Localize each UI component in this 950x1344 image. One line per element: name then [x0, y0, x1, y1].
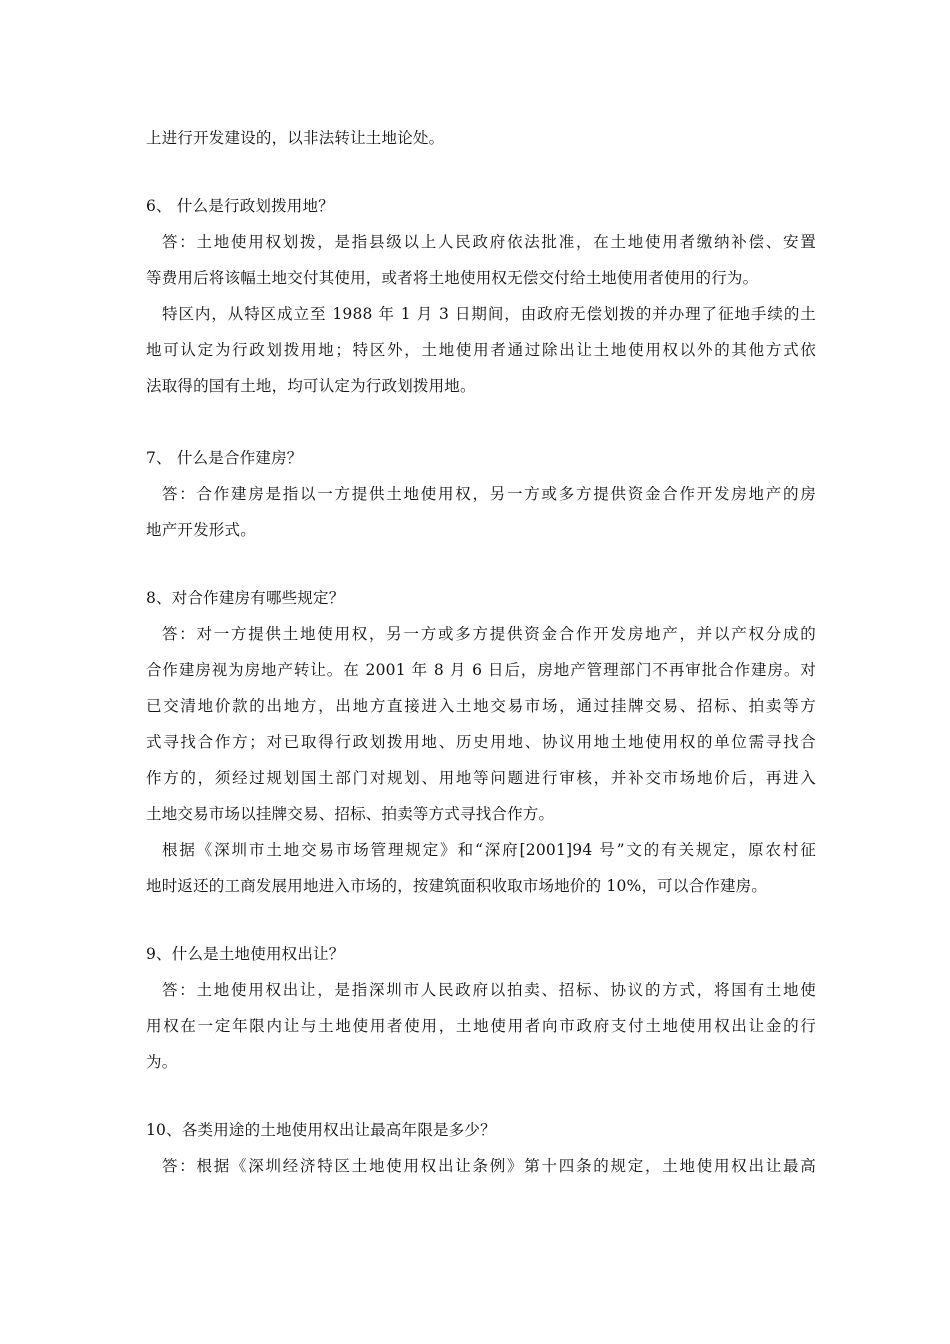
answer-9-line: 为。	[146, 1053, 178, 1071]
answer-8-line: 已交清地价款的出地方，出地方直接进入土地交易市场，通过挂牌交易、招标、拍卖等方	[146, 697, 816, 715]
answer-6-line: 答：土地使用权划拨，是指县级以上人民政府依法批准，在土地使用者缴纳补偿、安置	[162, 233, 816, 251]
answer-9-line: 答：土地使用权出让，是指深圳市人民政府以拍卖、招标、协议的方式，将国有土地使	[162, 981, 816, 999]
answer-8-line: 土地交易市场以挂牌交易、招标、拍卖等方式寻找合作方。	[146, 805, 555, 823]
question-7-heading: 7、 什么是合作建房？	[146, 449, 303, 467]
answer-6-line: 特区内，从特区成立至 1988 年 1 月 3 日期间，由政府无偿划拨的并办理了征地手续的土	[162, 305, 816, 323]
answer-7-line: 答：合作建房是指以一方提供土地使用权，另一方或多方提供资金合作开发房地产的房	[162, 485, 816, 503]
question-10-heading: 10、各类用途的土地使用权出让最高年限是多少？	[146, 1121, 496, 1139]
answer-8-line: 作方的，须经过规划国土部门对规划、用地等问题进行审核，并补交市场地价后，再进入	[146, 769, 816, 787]
answer-8-line: 合作建房视为房地产转让。在 2001 年 8 月 6 日后，房地产管理部门不再审批合作建房。对	[146, 661, 816, 679]
answer-8-line: 地时返还的工商发展用地进入市场的，按建筑面积收取市场地价的 10%，可以合作建房。	[146, 877, 768, 895]
answer-8-line: 答：对一方提供土地使用权，另一方或多方提供资金合作开发房地产，并以产权分成的	[162, 625, 816, 643]
answer-6-line: 等费用后将该幅土地交付其使用，或者将土地使用权无偿交付给土地使用者使用的行为。	[146, 269, 759, 287]
question-6-heading: 6、 什么是行政划拨用地？	[146, 197, 334, 215]
question-8-heading: 8、对合作建房有哪些规定？	[146, 589, 345, 607]
answer-7-line: 地产开发形式。	[146, 521, 256, 539]
answer-8-line: 式寻找合作方；对已取得行政划拨用地、历史用地、协议用地土地使用权的单位需寻找合	[146, 733, 816, 751]
answer-6-line: 法取得的国有土地，均可认定为行政划拨用地。	[146, 377, 476, 395]
answer-8-line: 根据《深圳市土地交易市场管理规定》和“深府[2001]94 号”文的有关规定，原农村征	[162, 841, 816, 859]
question-9-heading: 9、什么是土地使用权出让？	[146, 945, 345, 963]
paragraph-continuation: 上进行开发建设的，以非法转让土地论处。	[146, 129, 445, 147]
answer-6-line: 地可认定为行政划拨用地；特区外，土地使用者通过除出让土地使用权以外的其他方式依	[146, 341, 816, 359]
answer-9-line: 用权在一定年限内让与土地使用者使用，土地使用者向市政府支付土地使用权出让金的行	[146, 1017, 816, 1035]
answer-10-line: 答：根据《深圳经济特区土地使用权出让条例》第十四条的规定，土地使用权出让最高	[162, 1157, 816, 1175]
